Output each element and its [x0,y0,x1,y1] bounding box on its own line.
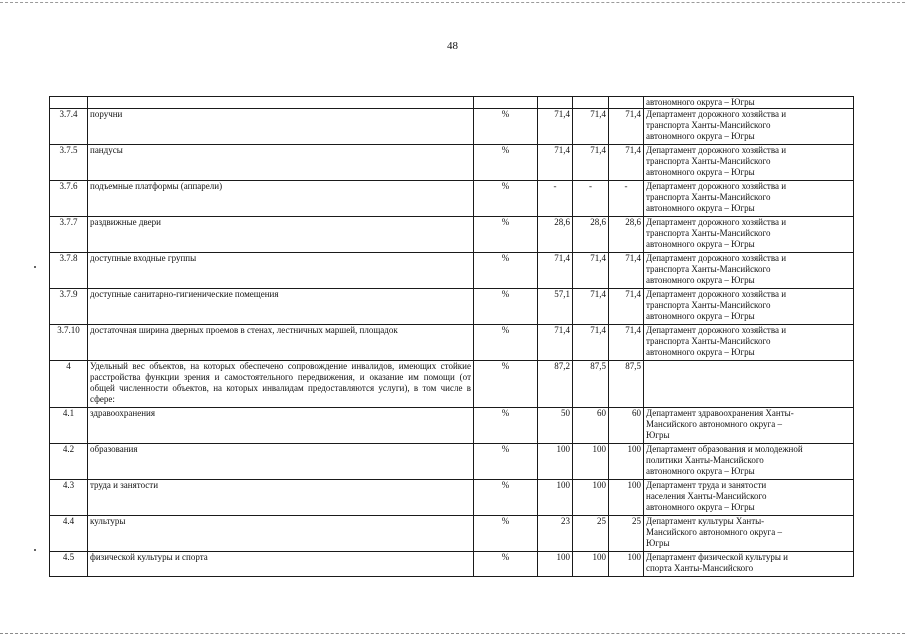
cell-num: 3.7.9 [50,289,88,325]
cell-value-1: 71,4 [538,253,573,289]
cell-value-2: 87,5 [573,361,609,408]
cell-responsible: Департамент образования и молодежной политики Ханты-Мансийского автономного округа – Югры [644,444,854,480]
cell-num: 3.7.10 [50,325,88,361]
table-row [50,109,854,145]
cell-value-3: 71,4 [609,109,644,145]
cell-num: 3.7.8 [50,253,88,289]
cell-unit: % [474,480,538,516]
cell-value-1: 28,6 [538,217,573,253]
table-row [50,253,854,289]
cell-responsible: Департамент труда и занятости населения Ханты-Мансийского автономного округа – Югры [644,480,854,516]
cell-value-2: 100 [573,480,609,516]
table-row [50,480,854,516]
cell-responsible: Департамент дорожного хозяйства и транспорта Ханты-Мансийского автономного округа – Югры [644,253,854,289]
cell-value-3: 25 [609,516,644,552]
cell-value-1: 71,4 [538,145,573,181]
cell-unit: % [474,109,538,145]
cell-num: 3.7.5 [50,145,88,181]
cell-num: 4.5 [50,552,88,577]
cell-value-1: 100 [538,480,573,516]
cell-name: культуры [88,516,474,552]
cell-value-1: 71,4 [538,109,573,145]
cell-responsible: Департамент дорожного хозяйства и транспорта Ханты-Мансийского автономного округа – Югры [644,181,854,217]
cell-value-2: 25 [573,516,609,552]
cell-name: пандусы [88,145,474,181]
scan-edge-top [0,2,905,3]
cell-value-3: 100 [609,552,644,577]
cell-value-1: 87,2 [538,361,573,408]
cell-value-1: 71,4 [538,325,573,361]
table-row [50,444,854,480]
cell-responsible: Департамент дорожного хозяйства и транспорта Ханты-Мансийского автономного округа – Югры [644,109,854,145]
cell-name: доступные санитарно-гигиенические помещения [88,289,474,325]
cell-name: подъемные платформы (аппарели) [88,181,474,217]
cell-unit: % [474,516,538,552]
cell-value-1: - [538,181,573,217]
cell-value-2: 100 [573,552,609,577]
cell-name: здравоохранения [88,408,474,444]
cell-name: поручни [88,109,474,145]
cell-responsible: Департамент дорожного хозяйства и транспорта Ханты-Мансийского автономного округа – Югры [644,217,854,253]
cell-responsible: Департамент дорожного хозяйства и транспорта Ханты-Мансийского автономного округа – Югры [644,325,854,361]
cell-name [88,97,474,109]
cell-value-2: 71,4 [573,289,609,325]
cell-num: 4.1 [50,408,88,444]
cell-name: образования [88,444,474,480]
cell-value-3: 71,4 [609,325,644,361]
cell-unit [474,97,538,109]
cell-num: 4 [50,361,88,408]
indicators-table [49,96,854,577]
table-row [50,145,854,181]
scan-edge-bottom [0,633,905,634]
cell-value-1 [538,97,573,109]
table-row [50,217,854,253]
cell-num: 4.4 [50,516,88,552]
cell-num: 3.7.6 [50,181,88,217]
cell-value-2: - [573,181,609,217]
cell-responsible [644,361,854,408]
cell-value-3: 87,5 [609,361,644,408]
cell-name: достаточная ширина дверных проемов в стенах, лестничных маршей, площадок [88,325,474,361]
cell-value-1: 57,1 [538,289,573,325]
cell-value-1: 100 [538,444,573,480]
cell-num: 3.7.7 [50,217,88,253]
cell-value-1: 23 [538,516,573,552]
cell-value-3: 60 [609,408,644,444]
cell-responsible: Департамент физической культуры и спорта Ханты-Мансийского [644,552,854,577]
cell-name: труда и занятости [88,480,474,516]
cell-unit: % [474,444,538,480]
table-row-continuation [50,97,854,109]
cell-num: 4.3 [50,480,88,516]
cell-unit: % [474,361,538,408]
cell-name: физической культуры и спорта [88,552,474,577]
table-row [50,516,854,552]
cell-num [50,97,88,109]
cell-name: Удельный вес объектов, на которых обеспечено сопровождение инвалидов, имеющих стойкие расстройства функции зрения и самостоятельного передвижения, и оказание им помощи (от общей численности объектов, на которых инвалидам предоставляются услуги), в том числе в сфере: [88,361,474,408]
cell-value-2: 71,4 [573,145,609,181]
cell-value-3: 28,6 [609,217,644,253]
margin-dot-upper [34,266,36,268]
table-row-section [50,361,854,408]
cell-value-3: 71,4 [609,253,644,289]
page-number: 48 [447,40,458,52]
cell-value-2: 71,4 [573,325,609,361]
table-row [50,408,854,444]
cell-responsible: Департамент дорожного хозяйства и транспорта Ханты-Мансийского автономного округа – Югры [644,145,854,181]
table-row [50,289,854,325]
cell-name: раздвижные двери [88,217,474,253]
cell-unit: % [474,289,538,325]
table-row [50,325,854,361]
cell-value-2: 60 [573,408,609,444]
table-row [50,552,854,577]
cell-value-3: 100 [609,444,644,480]
cell-value-1: 50 [538,408,573,444]
cell-value-2 [573,97,609,109]
cell-unit: % [474,217,538,253]
cell-value-3: - [609,181,644,217]
cell-value-2: 100 [573,444,609,480]
cell-value-3: 71,4 [609,145,644,181]
cell-unit: % [474,145,538,181]
cell-responsible: автономного округа – Югры [644,97,854,109]
cell-unit: % [474,408,538,444]
cell-value-2: 71,4 [573,253,609,289]
cell-value-3 [609,97,644,109]
cell-responsible: Департамент здравоохранения Ханты- Мансийского автономного округа – Югры [644,408,854,444]
cell-value-3: 100 [609,480,644,516]
table-row [50,181,854,217]
cell-num: 3.7.4 [50,109,88,145]
cell-num: 4.2 [50,444,88,480]
cell-responsible: Департамент культуры Ханты- Мансийского автономного округа – Югры [644,516,854,552]
cell-value-3: 71,4 [609,289,644,325]
cell-unit: % [474,552,538,577]
cell-value-1: 100 [538,552,573,577]
margin-dot-lower [34,549,36,551]
cell-value-2: 28,6 [573,217,609,253]
cell-value-2: 71,4 [573,109,609,145]
cell-unit: % [474,181,538,217]
cell-responsible: Департамент дорожного хозяйства и транспорта Ханты-Мансийского автономного округа – Югры [644,289,854,325]
cell-unit: % [474,325,538,361]
cell-name: доступные входные группы [88,253,474,289]
cell-unit: % [474,253,538,289]
